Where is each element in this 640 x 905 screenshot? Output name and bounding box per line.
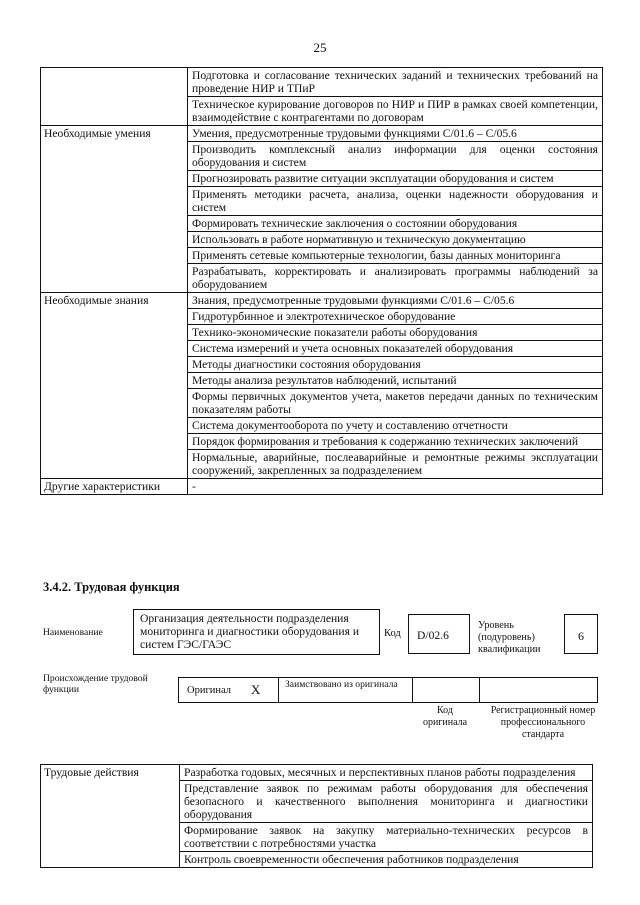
skills-knowledge-table	[40, 67, 603, 495]
row-text: Прогнозировать развитие ситуации эксплуатации оборудования и систем	[188, 171, 603, 187]
code-box: D/02.6	[408, 614, 470, 654]
level-label: Уровень (подуровень) квалификации	[478, 620, 541, 655]
borrowed-cell	[278, 677, 413, 703]
row-text: Подготовка и согласование технических заданий и технических требований на проведение НИР и ТПиР	[188, 68, 603, 97]
row-text: Контроль своевременности обеспечения работников подразделения	[180, 852, 593, 868]
row-text: Технико-экономические показатели работы оборудования	[188, 325, 603, 341]
table-row	[41, 765, 593, 781]
row-text: Гидротурбинное и электротехническое оборудование	[188, 309, 603, 325]
row-label-skills: Необходимые умения	[41, 126, 188, 293]
row-text: Формировать технические заключения о состоянии оборудования	[188, 216, 603, 232]
code-original-cell	[412, 677, 480, 703]
row-text: Методы анализа результатов наблюдений, испытаний	[188, 373, 603, 389]
origin-row	[178, 677, 598, 703]
section-title: 3.4.2. Трудовая функция	[43, 580, 180, 594]
row-text: Нормальные, аварийные, послеаварийные и ремонтные режимы эксплуатации сооружений, закрепленных за подразделением	[188, 450, 603, 479]
row-text: -	[188, 479, 603, 495]
row-text: Умения, предусмотренные трудовыми функциями C/01.6 – C/05.6	[188, 126, 603, 142]
labor-actions-table	[40, 764, 593, 868]
row-text: Методы диагностики состояния оборудования	[188, 357, 603, 373]
reg-number-caption: Регистрационный номер профессионального стандарта	[490, 705, 596, 740]
row-text: Техническое курирование договоров по НИР и ПИР в рамках своей компетенции, взаимодействие с контрагентами по договорам	[188, 97, 603, 126]
page-number: 25	[313, 40, 327, 55]
name-label: Наименование	[43, 627, 103, 638]
row-text: Знания, предусмотренные трудовыми функциями C/01.6 – C/05.6	[188, 293, 603, 309]
row-text: Формы первичных документов учета, макетов передачи данных по техническим показателям работы	[188, 389, 603, 418]
table-row	[41, 479, 603, 495]
row-label-other: Другие характеристики	[41, 479, 188, 495]
row-text: Применять сетевые компьютерные технологии, базы данных мониторинга	[188, 248, 603, 264]
table-row	[41, 68, 603, 97]
row-text: Порядок формирования и требования к содержанию технических заключений	[188, 434, 603, 450]
original-mark: X	[251, 682, 261, 697]
code-original-caption: Код оригинала	[422, 705, 468, 728]
row-label-actions: Трудовые действия	[41, 765, 180, 868]
row-text: Производить комплексный анализ информации для оценки состояния оборудования и систем	[188, 142, 603, 171]
row-text: Представление заявок по режимам работы оборудования для обеспечения безопасного и качественного выполнения мониторинга и диагностики оборудования	[180, 781, 593, 823]
row-text: Разработка годовых, месячных и перспективных планов работы подразделения	[180, 765, 593, 781]
table-row	[41, 293, 603, 309]
table-row	[41, 126, 603, 142]
row-label-knowledge: Необходимые знания	[41, 293, 188, 479]
reg-number-cell	[479, 677, 598, 703]
row-text: Формирование заявок на закупку материально-технических ресурсов в соответствии с потребностями участка	[180, 823, 593, 852]
row-text: Применять методики расчета, анализа, оценки надежности оборудования и систем	[188, 187, 603, 216]
code-label: Код	[384, 628, 401, 639]
row-text: Использовать в работе нормативную и техническую документацию	[188, 232, 603, 248]
function-name-box: Организация деятельности подразделения мониторинга и диагностики оборудования и систем ГЭС/ГАЭС	[133, 609, 380, 655]
row-text: Разрабатывать, корректировать и анализировать программы наблюдений за оборудованием	[188, 264, 603, 293]
original-cell	[178, 677, 279, 703]
row-text: Система измерений и учета основных показателей оборудования	[188, 341, 603, 357]
row-text: Система документооборота по учету и составлению отчетности	[188, 418, 603, 434]
original-label: Оригинал	[187, 685, 231, 696]
borrowed-label: Заимствовано из оригинала	[285, 679, 398, 690]
origin-label: Происхождение трудовой функции	[43, 673, 148, 695]
level-box: 6	[564, 614, 598, 654]
row-label	[41, 68, 188, 126]
